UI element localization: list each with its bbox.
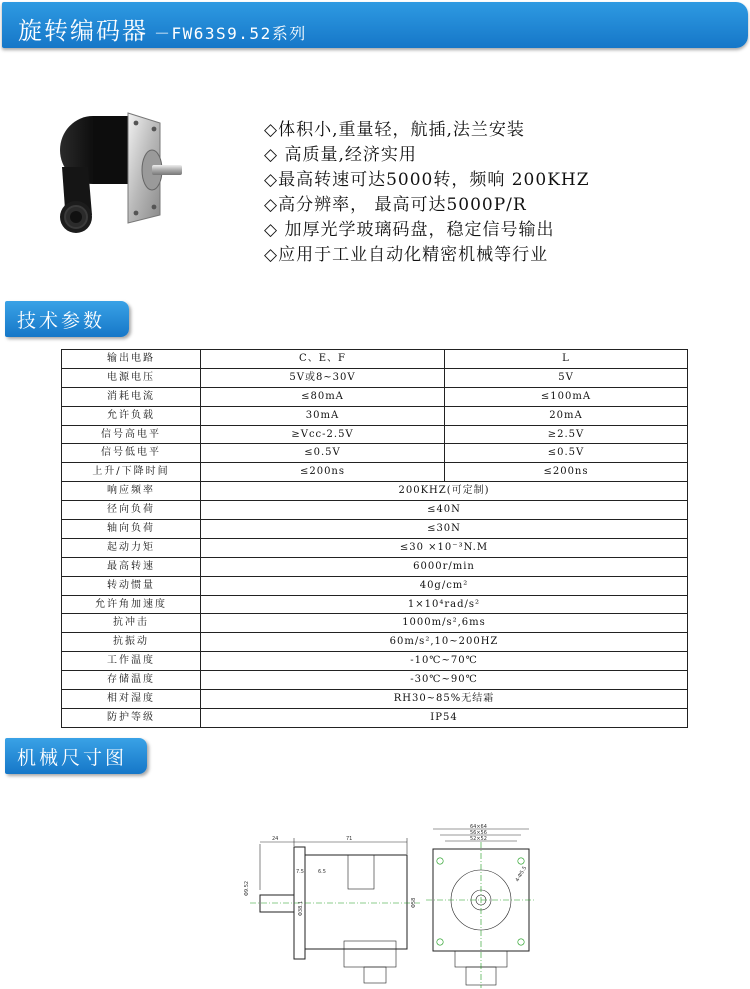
- spec-value: 1000m/s²,6ms: [201, 614, 688, 633]
- feature-item: ◇应用于工业自动化精密机械等行业: [264, 245, 549, 265]
- spec-label: 工作温度: [62, 652, 201, 671]
- spec-value: 5V: [445, 368, 688, 387]
- dim-flange-64: 64×64: [470, 824, 487, 830]
- spec-row: [62, 520, 688, 539]
- spec-label: 防护等级: [62, 708, 201, 727]
- dim-shaft-length: 24: [272, 836, 279, 842]
- feature-item: ◇最高转速可达5000转，频响 200KHZ: [264, 170, 590, 190]
- spec-value: ≥Vcc-2.5V: [201, 425, 445, 444]
- spec-row: [62, 482, 688, 501]
- spec-value: 1×10⁴rad/s²: [201, 595, 688, 614]
- dim-mounting-holes: 4-Φ5.5: [514, 865, 529, 883]
- dim-flange-56: 56×56: [470, 830, 487, 836]
- dim-shaft-diameter: Φ9.52: [244, 880, 250, 896]
- spec-label: 抗振动: [62, 633, 201, 652]
- spec-value: ≤200ns: [445, 463, 688, 482]
- spec-value: ≤0.5V: [201, 444, 445, 463]
- spec-row: [62, 463, 688, 482]
- spec-value: L: [445, 350, 688, 369]
- spec-value: 6000r/min: [201, 557, 688, 576]
- spec-label: 抗冲击: [62, 614, 201, 633]
- spec-label: 径向负荷: [62, 501, 201, 520]
- spec-row: [62, 387, 688, 406]
- spec-label: 上升/下降时间: [62, 463, 201, 482]
- spec-row: [62, 350, 688, 369]
- spec-label: 电源电压: [62, 368, 201, 387]
- spec-label: 允许负载: [62, 406, 201, 425]
- spec-label: 允许角加速度: [62, 595, 201, 614]
- spec-row: [62, 576, 688, 595]
- spec-value: ≤40N: [201, 501, 688, 520]
- spec-table: [61, 349, 688, 728]
- section-tab-dimensions: 机械尺寸图: [5, 738, 147, 774]
- dim-body-diameter: Φ58: [411, 897, 417, 908]
- spec-value: 30mA: [201, 406, 445, 425]
- feature-item: ◇高分辨率， 最高可达5000P/R: [264, 195, 527, 215]
- spec-value: ≤200ns: [201, 463, 445, 482]
- spec-row: [62, 708, 688, 727]
- spec-value: RH30~85%无结霜: [201, 690, 688, 709]
- spec-value: IP54: [201, 708, 688, 727]
- dim-pilot-depth: 6.5: [318, 869, 326, 875]
- feature-item: ◇ 加厚光学玻璃码盘，稳定信号输出: [264, 220, 555, 240]
- encoder-product-photo: [48, 105, 188, 245]
- spec-value: 60m/s²,10~200HZ: [201, 633, 688, 652]
- feature-item: ◇体积小,重量轻，航插,法兰安装: [264, 120, 525, 140]
- dim-flange-52: 52×52: [470, 836, 487, 842]
- section-tab-specs: 技术参数: [5, 301, 129, 337]
- spec-label: 存储温度: [62, 671, 201, 690]
- feature-item: ◇ 高质量,经济实用: [264, 145, 417, 165]
- spec-row: [62, 425, 688, 444]
- page-header: [2, 2, 748, 48]
- spec-label: 轴向负荷: [62, 520, 201, 539]
- spec-row: [62, 406, 688, 425]
- product-title: 旋转编码器: [18, 17, 148, 45]
- spec-row: [62, 614, 688, 633]
- spec-label: 信号低电平: [62, 444, 201, 463]
- spec-row: [62, 690, 688, 709]
- spec-value: 20mA: [445, 406, 688, 425]
- feature-list: [264, 118, 590, 268]
- spec-value: 200KHZ(可定制): [201, 482, 688, 501]
- spec-row: [62, 595, 688, 614]
- spec-row: [62, 671, 688, 690]
- spec-row: [62, 557, 688, 576]
- spec-row: [62, 633, 688, 652]
- spec-value: ≤30 ×10⁻³N.M: [201, 538, 688, 557]
- product-series: －FW63S9.52系列: [154, 24, 307, 43]
- spec-value: -10℃~70℃: [201, 652, 688, 671]
- dim-pilot-diameter: Φ38.1: [298, 900, 304, 916]
- spec-row: [62, 538, 688, 557]
- spec-value: ≤80mA: [201, 387, 445, 406]
- spec-value: C、E、F: [201, 350, 445, 369]
- dim-flange-thickness: 7.5: [296, 869, 304, 875]
- spec-value: ≤100mA: [445, 387, 688, 406]
- spec-label: 消耗电流: [62, 387, 201, 406]
- spec-row: [62, 444, 688, 463]
- spec-row: [62, 368, 688, 387]
- spec-label: 信号高电平: [62, 425, 201, 444]
- mechanical-dimension-drawing: [240, 820, 540, 989]
- spec-label: 最高转速: [62, 557, 201, 576]
- spec-value: -30℃~90℃: [201, 671, 688, 690]
- dim-body-length: 71: [346, 836, 353, 842]
- spec-label: 输出电路: [62, 350, 201, 369]
- spec-value: ≤0.5V: [445, 444, 688, 463]
- spec-value: 40g/cm²: [201, 576, 688, 595]
- spec-row: [62, 501, 688, 520]
- spec-label: 起动力矩: [62, 538, 201, 557]
- spec-label: 响应频率: [62, 482, 201, 501]
- spec-label: 相对湿度: [62, 690, 201, 709]
- spec-value: ≤30N: [201, 520, 688, 539]
- spec-row: [62, 652, 688, 671]
- spec-value: ≥2.5V: [445, 425, 688, 444]
- spec-label: 转动惯量: [62, 576, 201, 595]
- spec-value: 5V或8~30V: [201, 368, 445, 387]
